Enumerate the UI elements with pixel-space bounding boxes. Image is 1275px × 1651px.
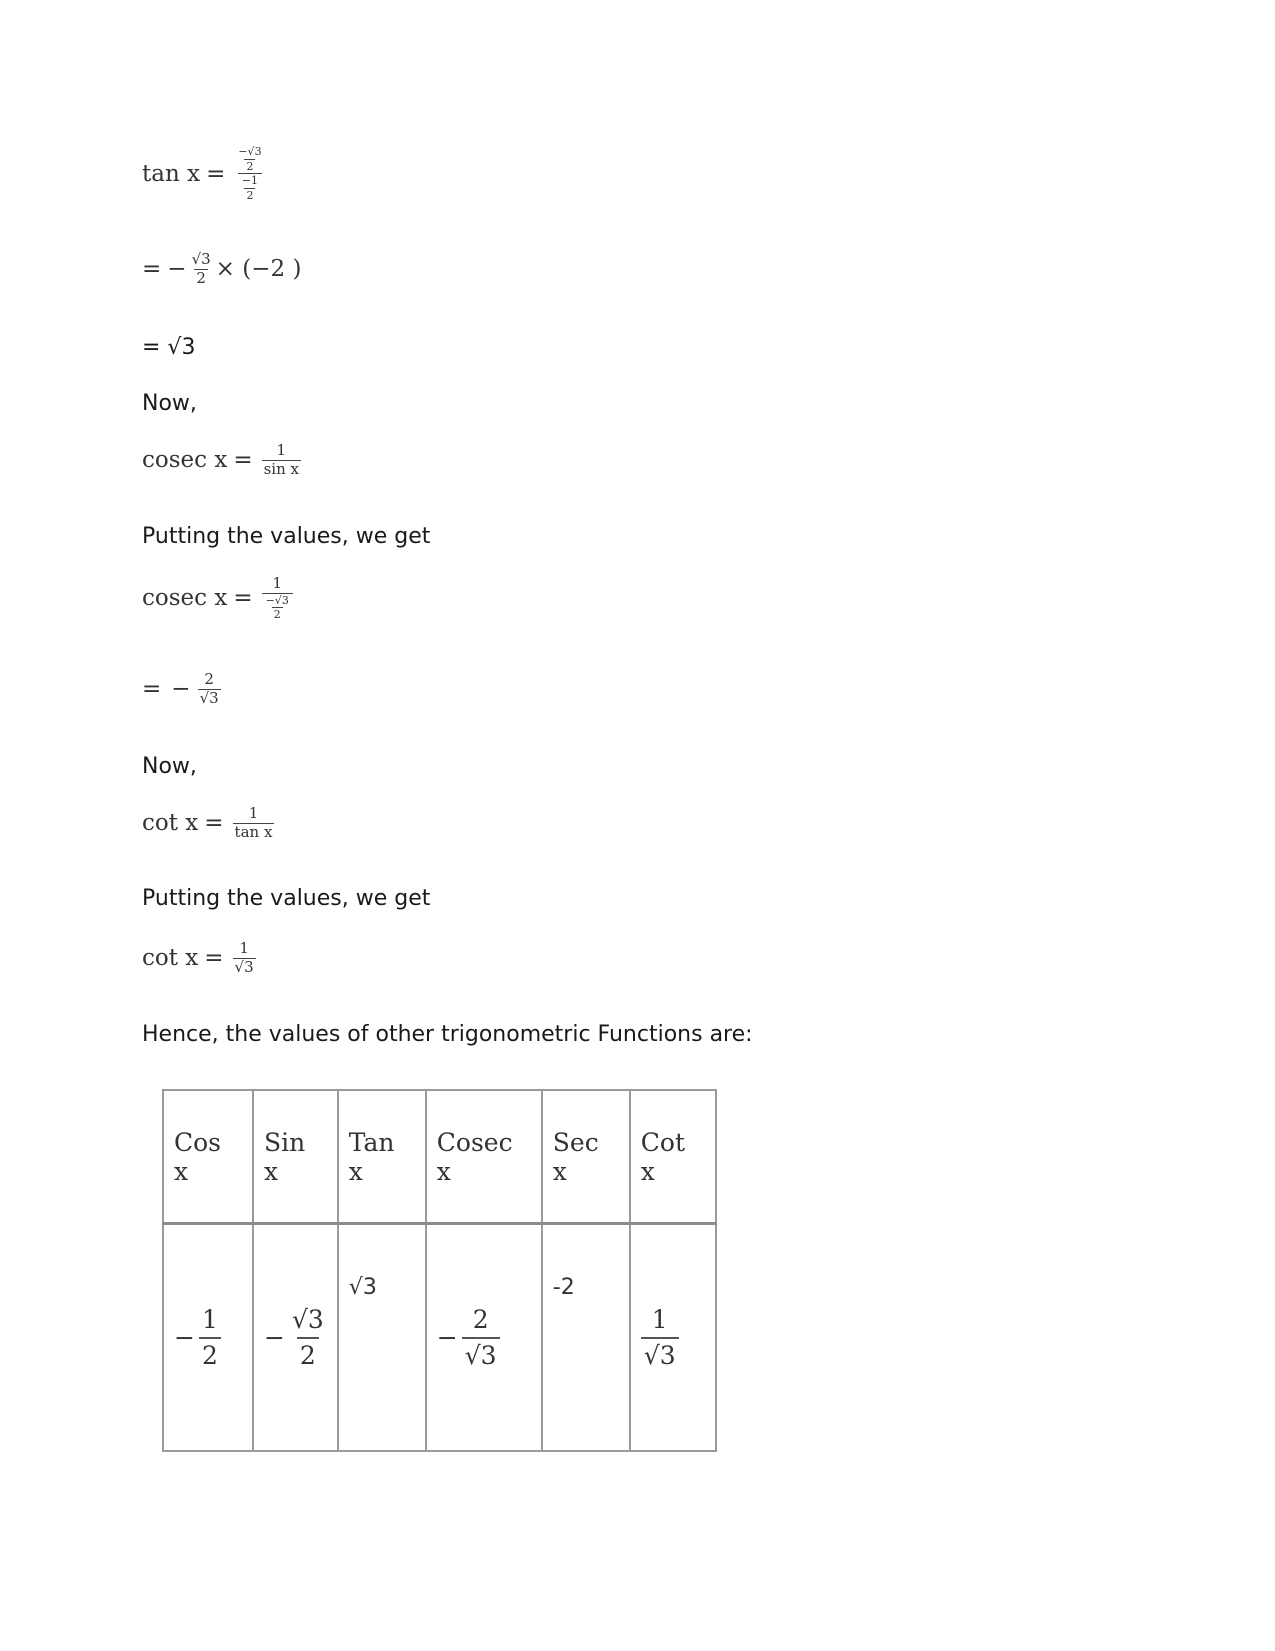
hence-summary-label: Hence, the values of other trigonometric Functions are:: [142, 1022, 753, 1047]
header-tan: Tan x: [338, 1090, 426, 1224]
header-cot: Cot x: [630, 1090, 716, 1224]
trig-values-table: [162, 1089, 717, 1452]
value-cos: − $\frac{1}{2}$: [163, 1224, 253, 1452]
cot-definition-equation: cot x = $\frac{1}{\text{tan x}}$: [142, 804, 273, 841]
header-sin: Sin x: [253, 1090, 338, 1224]
tan-step-two: = − $\frac{√3}{2}$ × (−2 ): [142, 250, 302, 287]
value-cot: $\frac{1}{√3}$: [630, 1224, 716, 1452]
value-cosec: − $\frac{2}{√3}$: [426, 1224, 542, 1452]
cot-result-equation: cot x = $\frac{1}{√3}$: [142, 939, 254, 976]
tan-compound-fraction: $\frac{\frac{-√3}{2}}{\frac{-1}{2}}$: [238, 145, 262, 202]
table-values-row: [163, 1224, 716, 1452]
tan-lhs: tan x: [142, 160, 201, 187]
cosec-substituted-equation: cosec x = $\frac{1}{\frac{-√3}{2}}$: [142, 576, 296, 621]
cosec-definition-equation: cosec x = $\frac{1}{\text{sin x}}$: [142, 441, 299, 478]
table-header-row: [163, 1090, 716, 1224]
header-cos: Cos x: [163, 1090, 253, 1224]
putting-values-label-2: Putting the values, we get: [142, 886, 431, 911]
value-tan: √3: [338, 1224, 426, 1452]
header-sec: Sec x: [542, 1090, 630, 1224]
cosec-result: = − $\frac{2}{√3}$: [142, 670, 219, 707]
putting-values-label-1: Putting the values, we get: [142, 524, 431, 549]
value-sin: − $\frac{√3}{2}$: [253, 1224, 338, 1452]
tan-definition-equation: tan x = $\frac{\frac{-√3}{2}}{\frac{-1}{2}}$: [142, 146, 269, 201]
now-label-1: Now,: [142, 391, 197, 416]
value-sec: -2: [542, 1224, 630, 1452]
tan-result: = √3: [142, 335, 196, 360]
now-label-2: Now,: [142, 754, 197, 779]
header-cosec: Cosec x: [426, 1090, 542, 1224]
